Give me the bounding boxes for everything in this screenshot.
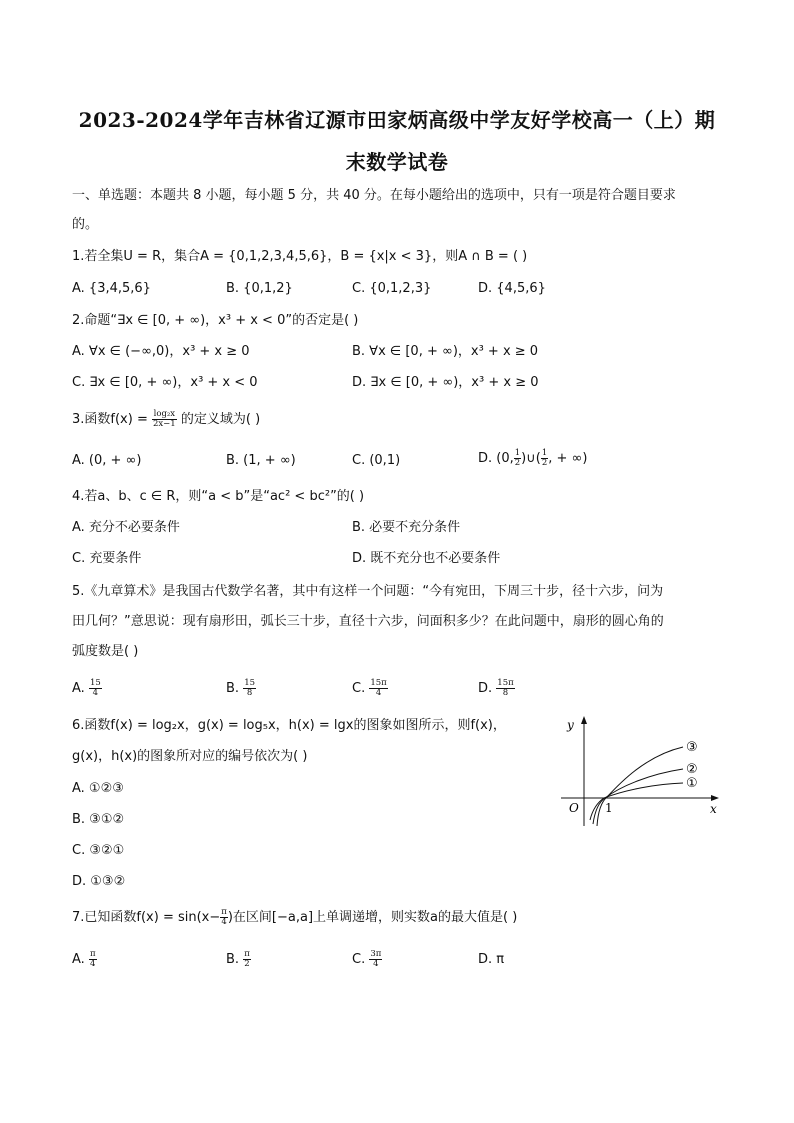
q2-option-a: A. ∀x ∈ (−∞,0)，x³ + x ≥ 0 (72, 344, 250, 359)
option-label: A. (72, 681, 85, 696)
q3-option-d-prefix: D. (0, (478, 451, 514, 466)
question-1-stem: 1.若全集U = R，集合A = {0,1,2,3,4,5,6}，B = {x|x < 3}，则A ∩ B = ( ) (72, 249, 528, 264)
question-6-line1: 6.函数f(x) = log₂x，g(x) = log₅x，h(x) = lgx的图象如图所示，则f(x)， (72, 718, 506, 733)
q3-option-d-union: )∪( (521, 451, 541, 466)
denominator: 2 (244, 959, 250, 969)
q7-option-c (352, 950, 382, 970)
x-axis-arrow (711, 795, 719, 801)
q5-option-c (352, 679, 388, 699)
q3-option-c: C. (0,1) (352, 453, 401, 468)
option-label: D. (478, 681, 493, 696)
q1-option-c: C. {0,1,2,3} (352, 281, 432, 296)
denominator: 8 (502, 688, 509, 698)
q1-option-d: D. {4,5,6} (478, 281, 546, 296)
q5-option-d (478, 679, 515, 699)
q5-option-b-fraction (243, 679, 256, 698)
q6-option-d: D. ①③② (72, 874, 126, 889)
q5-option-b (226, 679, 256, 699)
q4-option-a: A. 充分不必要条件 (72, 520, 180, 535)
numerator: 15 (244, 678, 256, 688)
numerator: 15π (370, 678, 387, 688)
numerator: 15π (497, 678, 514, 688)
curve-1 (590, 783, 683, 820)
numerator: π (89, 949, 96, 959)
q7-stem-prefix: 7.已知函数f(x) = sin(x− (72, 910, 221, 925)
q3-option-d (478, 449, 587, 469)
option-label: B. (226, 681, 240, 696)
q6-option-c: C. ③②① (72, 843, 125, 858)
q3-stem-suffix: 的定义域为( ) (180, 412, 261, 427)
y-axis-arrow (581, 716, 587, 724)
q5-option-a-fraction (89, 679, 102, 698)
q7-stem-suffix: )在区间[−a,a]上单调递增，则实数a的最大值是( ) (227, 910, 518, 925)
y-axis-label: y (567, 718, 574, 732)
question-4-stem: 4.若a、b、c ∈ R，则“a < b”是“ac² < bc²”的( ) (72, 489, 365, 504)
curve-1-label: ① (686, 776, 698, 791)
numerator: 15 (89, 678, 101, 688)
exam-title-line2: 末数学试卷 (345, 150, 449, 174)
q5-option-a (72, 679, 102, 699)
denominator: 4 (375, 688, 382, 698)
q3-fraction-denominator: 2x−1 (152, 419, 176, 429)
half-numerator: 1 (514, 448, 521, 458)
curve-2-label: ② (686, 762, 698, 777)
q6-option-a: A. ①②③ (72, 781, 124, 796)
one-label: 1 (605, 801, 613, 815)
numerator: 3π (370, 949, 382, 959)
q1-option-a: A. {3,4,5,6} (72, 281, 151, 296)
denominator: 4 (92, 688, 99, 698)
q2-option-d: D. ∃x ∈ [0, + ∞)，x³ + x ≥ 0 (352, 375, 539, 390)
curve-2 (593, 769, 683, 824)
q5-option-c-fraction (369, 679, 387, 698)
q7-stem-fraction (220, 908, 228, 927)
q2-option-c: C. ∃x ∈ [0, + ∞)，x³ + x < 0 (72, 375, 258, 390)
q7-option-b-fraction (243, 950, 251, 969)
denominator: 4 (373, 959, 379, 969)
section-instructions-cont: 的。 (72, 217, 99, 232)
q4-option-d: D. 既不充分也不必要条件 (352, 551, 501, 566)
half-numerator: 1 (541, 448, 548, 458)
q7-option-d: D. π (478, 952, 505, 967)
q3-stem-prefix: 3.函数f(x) = (72, 412, 152, 427)
half-denominator: 2 (541, 458, 548, 468)
q3-fraction-numerator: log₂x (153, 409, 176, 419)
q3-option-a: A. (0, + ∞) (72, 453, 142, 468)
numerator: π (221, 907, 227, 917)
q7-option-a (72, 950, 97, 970)
question-5-line3: 弧度数是( ) (72, 644, 139, 659)
question-5-line2: 田几何？”意思说：现有扇形田，弧长三十步，直径十六步，问面积多少？在此问题中，扇形的圆心角的 (72, 614, 664, 629)
log-functions-graph (555, 712, 725, 830)
q5-option-d-fraction (496, 679, 514, 698)
q4-option-c: C. 充要条件 (72, 551, 142, 566)
question-2-stem: 2.命题“∃x ∈ [0, + ∞)，x³ + x < 0”的否定是( ) (72, 313, 359, 328)
numerator: π (244, 949, 250, 959)
question-7-stem (72, 908, 517, 928)
origin-label: O (569, 801, 579, 815)
option-label: B. (226, 952, 240, 967)
q7-option-c-fraction (369, 950, 382, 969)
exam-title-line1: 2023-2024学年吉林省辽源市田家炳高级中学友好学校高一（上）期 (78, 108, 716, 132)
question-5-line1: 5.《九章算术》是我国古代数学名著，其中有这样一个问题：“今有宛田，下周三十步，径十六步，问为 (72, 584, 664, 599)
section-instructions: 一、单选题：本题共 8 小题，每小题 5 分，共 40 分。在每小题给出的选项中，只有一项是符合题目要求 (72, 188, 676, 203)
half-denominator: 2 (514, 458, 521, 468)
q1-option-b: B. {0,1,2} (226, 281, 293, 296)
question-3-stem (72, 410, 260, 430)
q6-option-b: B. ③①② (72, 812, 125, 827)
option-label: A. (72, 952, 85, 967)
denominator: 4 (221, 917, 227, 927)
q3-option-d-suffix: , + ∞) (548, 451, 588, 466)
option-label: C. (352, 681, 366, 696)
q3-option-b: B. (1, + ∞) (226, 453, 296, 468)
curve-3-label: ③ (686, 740, 698, 755)
denominator: 8 (246, 688, 253, 698)
x-axis-label: x (710, 802, 717, 816)
q7-option-b (226, 950, 251, 970)
denominator: 4 (90, 959, 96, 969)
q3-fraction (152, 410, 177, 429)
question-6-line2: g(x)，h(x)的图象所对应的编号依次为( ) (72, 749, 308, 764)
option-label: C. (352, 952, 366, 967)
q2-option-b: B. ∀x ∈ [0, + ∞)，x³ + x ≥ 0 (352, 344, 539, 359)
q4-option-b: B. 必要不充分条件 (352, 520, 461, 535)
q7-option-a-fraction (89, 950, 97, 969)
